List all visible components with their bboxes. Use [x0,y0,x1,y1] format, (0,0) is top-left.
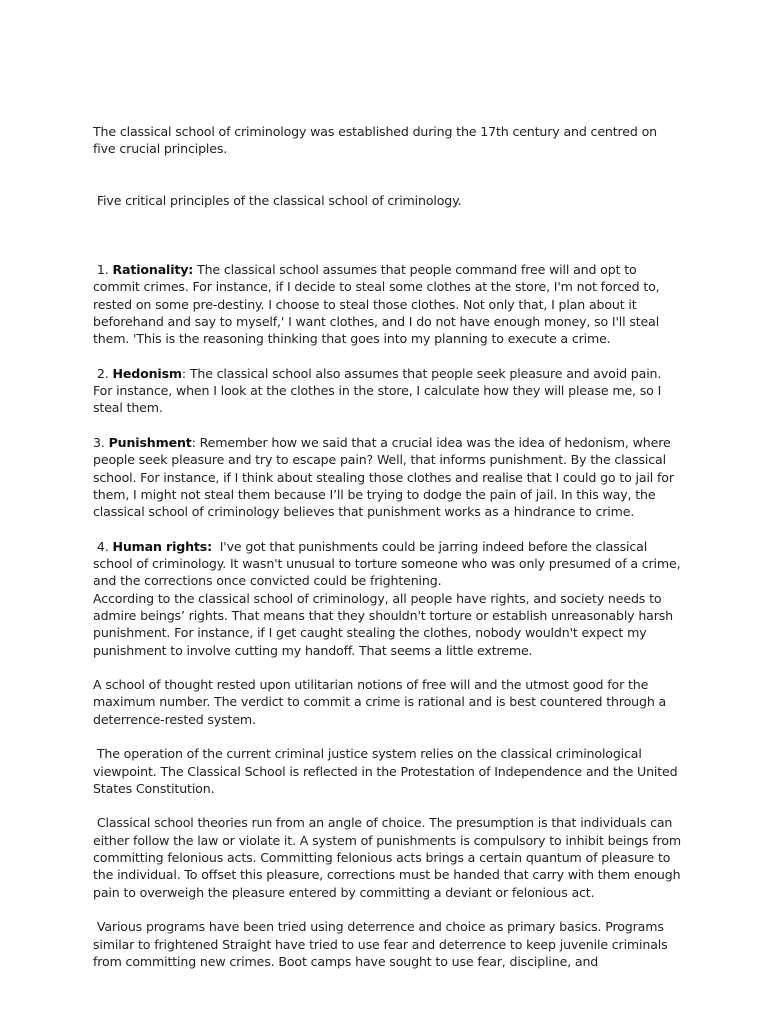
principle-text: I've got that punishments could be jarring indeed before the classical school of criminology. It wasn't unusual to torture someone who was only presumed of a crime, and the corrections once convicted could be frightening. [93,538,685,589]
principle-term: Rationality: [112,261,194,277]
principle-continuation: According to the classical school of criminology, all people have rights, and society needs to admire beings’ rights. That means that they shouldn't torture or establish unreasonably harsh punishment. For instance, if I get caught stealing the clothes, nobody wouldn't expect my punishment to involve cutting my handoff. That seems a little extreme. [93,590,677,658]
intro-paragraph [93,88,683,244]
principle-term: Punishment [108,434,192,450]
principle-number: 3. [93,434,109,450]
principle-punishment [93,434,683,520]
principle-number: 1. [93,261,113,277]
body-paragraph: Classical school theories run from an angle of choice. The presumption is that individuals can either follow the law or violate it. A system of punishments is compulsory to inhibit beings from committing felonious acts. Committing felonious acts brings a certain quantum of pleasure to the individual. To offset this pleasure, corrections must be handed that carry with them enough pain to overweigh the pleasure entered by committing a deviant or felonious act. [93,815,685,900]
principle-term: Hedonism [112,365,182,381]
principle-human-rights [93,538,683,659]
body-paragraph: A school of thought rested upon utilitarian notions of free will and the utmost good for the maximum number. The verdict to commit a crime is rational and is best countered through a deterrence-rested system. [93,677,670,727]
principle-number: 4. [93,538,113,554]
intro-line: The classical school of criminology was established during the 17th century and centred on five crucial principles. [93,123,661,156]
intro-subheading: Five critical principles of the classical school of criminology. [93,192,462,208]
document-page [93,88,683,970]
body-paragraph: Various programs have been tried using deterrence and choice as primary basics. Programs similar to frightened Straight have tried to use fear and deterrence to keep juvenile criminals from committing new crimes. Boot camps have sought to use fear, discipline, and [93,919,672,969]
body-paragraph: The operation of the current criminal justice system relies on the classical criminological viewpoint. The Classical School is reflected in the Protestation of Independence and the United States Constitution. [93,746,682,796]
principle-term: Human rights: [112,538,213,554]
principle-text: : Remember how we said that a crucial idea was the idea of hedonism, where people seek pleasure and try to escape pain? Well, that informs punishment. By the classical school. For instance, if I think about stealing those clothes and realise that I could go to jail for them, I might not steal them because I’ll be trying to dodge the pain of jail. In this way, the classical school of criminology believes that punishment works as a hindrance to crime. [93,434,678,520]
principle-text: : The classical school also assumes that people seek pleasure and avoid pain. For instance, when I look at the clothes in the store, I calculate how they will please me, so I steal them. [93,365,666,416]
principle-hedonism [93,365,683,417]
principle-text: The classical school assumes that people command free will and opt to commit crimes. For instance, if I decide to steal some clothes at the store, I'm not forced to, rested on some pre-destiny. I choose to steal those clothes. Not only that, I plan about it beforehand and say to myself,' I want clothes, and I do not have enough money, so I'll steal them. 'This is the reasoning thinking that goes into my planning to execute a crime. [93,261,664,347]
principle-number: 2. [93,365,113,381]
principle-rationality [93,261,683,347]
